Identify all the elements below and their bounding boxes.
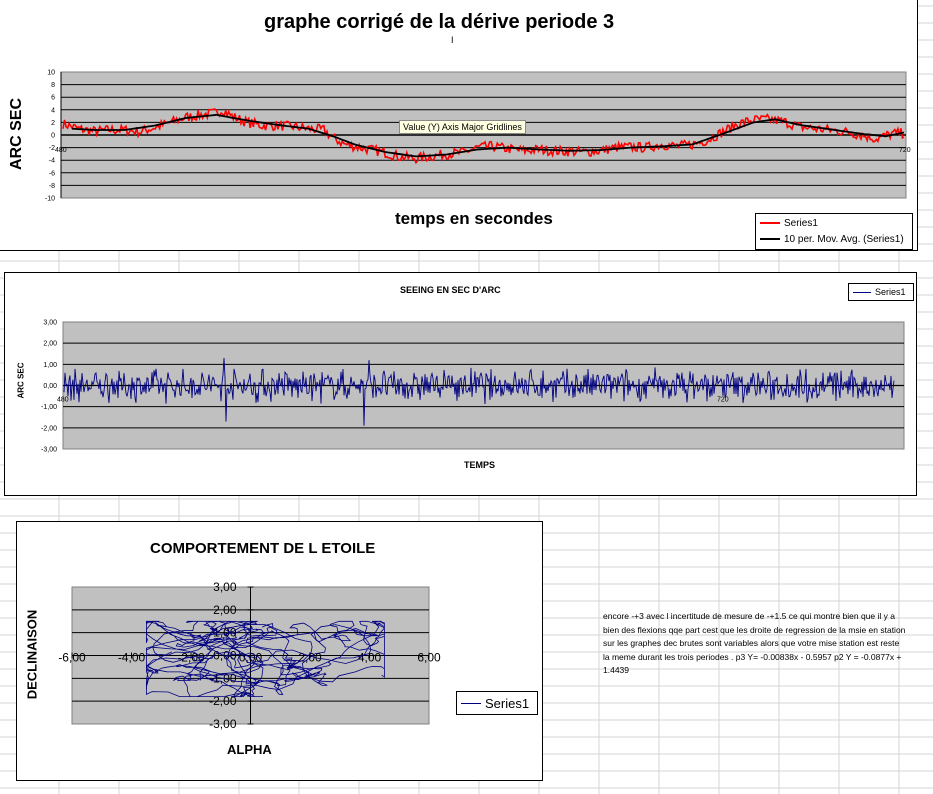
legend-item-moving-average: [756, 231, 912, 247]
y-tick-label: 1,00: [43, 361, 57, 369]
chart-legend: [848, 283, 914, 301]
y-tick-label: 0: [51, 132, 55, 140]
y-tick-label: -1,00: [41, 404, 57, 412]
x-tick-label: -6,00: [58, 650, 86, 665]
chart-legend: [456, 691, 538, 715]
legend-item-series1: [457, 692, 537, 714]
cell-note: encore -+3 avec l incertitude de mesure de -+1.5 ce qui montre bien que il y a bien des flexions qqe part cest que les droite de regression de la msie en station sur les graphes dec brutes sont variables alors que votre mise station est reste la meme durant les trois periodes . p3 Y= -0.00838x - 0.5957 p2 Y = -0.0877x + 1.4439: [603, 611, 906, 675]
legend-swatch-navy: [853, 292, 871, 293]
y-tick-label: -2,00: [209, 694, 237, 709]
legend-label: Series1: [784, 217, 818, 229]
x-tick-label: -2,00: [177, 650, 205, 665]
x-tick-label: 720: [899, 147, 911, 154]
y-tick-label: 2,00: [43, 340, 57, 348]
legend-label: Series1: [875, 287, 906, 297]
x-tick-label: 6,00: [417, 650, 441, 665]
y-tick-label: -2,00: [41, 425, 57, 433]
y-tick-label: 2,00: [213, 602, 237, 617]
y-axis-label: ARC SEC: [16, 362, 26, 399]
chart-title: SEEING EN SEC D'ARC: [400, 285, 501, 295]
star-plot[interactable]: [17, 522, 542, 780]
chart-title: COMPORTEMENT DE L ETOILE: [150, 540, 376, 557]
y-tick-label: 1,00: [213, 625, 237, 640]
y-tick-label: 2: [51, 119, 55, 127]
y-tick-label: -2: [48, 145, 55, 153]
legend-item-series1: [756, 215, 912, 231]
y-tick-label: -3,00: [41, 446, 57, 454]
y-tick-label: 0,00: [43, 383, 57, 390]
drift-chart-panel[interactable]: [0, 0, 918, 251]
y-axis-label: ARC SEC: [8, 97, 26, 171]
x-axis-label: temps en secondes: [395, 209, 553, 228]
legend-item-series1: [849, 284, 913, 300]
y-tick-label: -6: [48, 170, 55, 178]
x-tick-label: 4,00: [357, 650, 382, 665]
y-tick-label: 0,00: [213, 648, 237, 663]
y-tick-label: 6: [51, 94, 55, 102]
small-mark: I: [451, 35, 454, 45]
y-tick-label: -3,00: [209, 717, 237, 731]
x-tick-label: 2,00: [298, 650, 322, 665]
legend-swatch-navy: [461, 703, 481, 704]
y-tick-label: -8: [48, 182, 55, 190]
y-tick-label: 4: [51, 107, 55, 115]
seeing-chart-panel[interactable]: [4, 272, 917, 496]
y-tick-label: 3,00: [43, 319, 57, 327]
legend-label: 10 per. Mov. Avg. (Series1): [784, 233, 904, 245]
chart-title: graphe corrigé de la dérive periode 3: [264, 11, 615, 33]
y-tick-label: -4: [48, 157, 55, 165]
y-tick-label: 8: [51, 82, 55, 90]
x-tick-label: 0,00: [238, 650, 263, 665]
y-axis-label: DECLINAISON: [24, 609, 40, 700]
legend-swatch-red: [760, 222, 780, 224]
x-axis-label: ALPHA: [227, 742, 272, 757]
y-tick-label: -10: [44, 195, 55, 203]
seeing-plot[interactable]: [5, 273, 916, 495]
gridline-tooltip: Value (Y) Axis Major Gridlines: [399, 120, 526, 134]
y-tick-label: 3,00: [213, 580, 237, 594]
x-tick-label: 480: [55, 147, 67, 154]
y-tick-label: -1,00: [209, 671, 237, 686]
legend-label: Series1: [485, 695, 530, 711]
star-behaviour-chart-panel[interactable]: [16, 521, 543, 781]
chart-legend: [755, 213, 913, 250]
x-axis-label: TEMPS: [464, 460, 496, 470]
legend-swatch-black: [760, 238, 780, 240]
x-tick-label: -4,00: [117, 650, 146, 665]
y-tick-label: 10: [47, 69, 55, 77]
x-tick-label: 480: [57, 396, 69, 404]
x-tick-label: 720: [717, 396, 729, 404]
